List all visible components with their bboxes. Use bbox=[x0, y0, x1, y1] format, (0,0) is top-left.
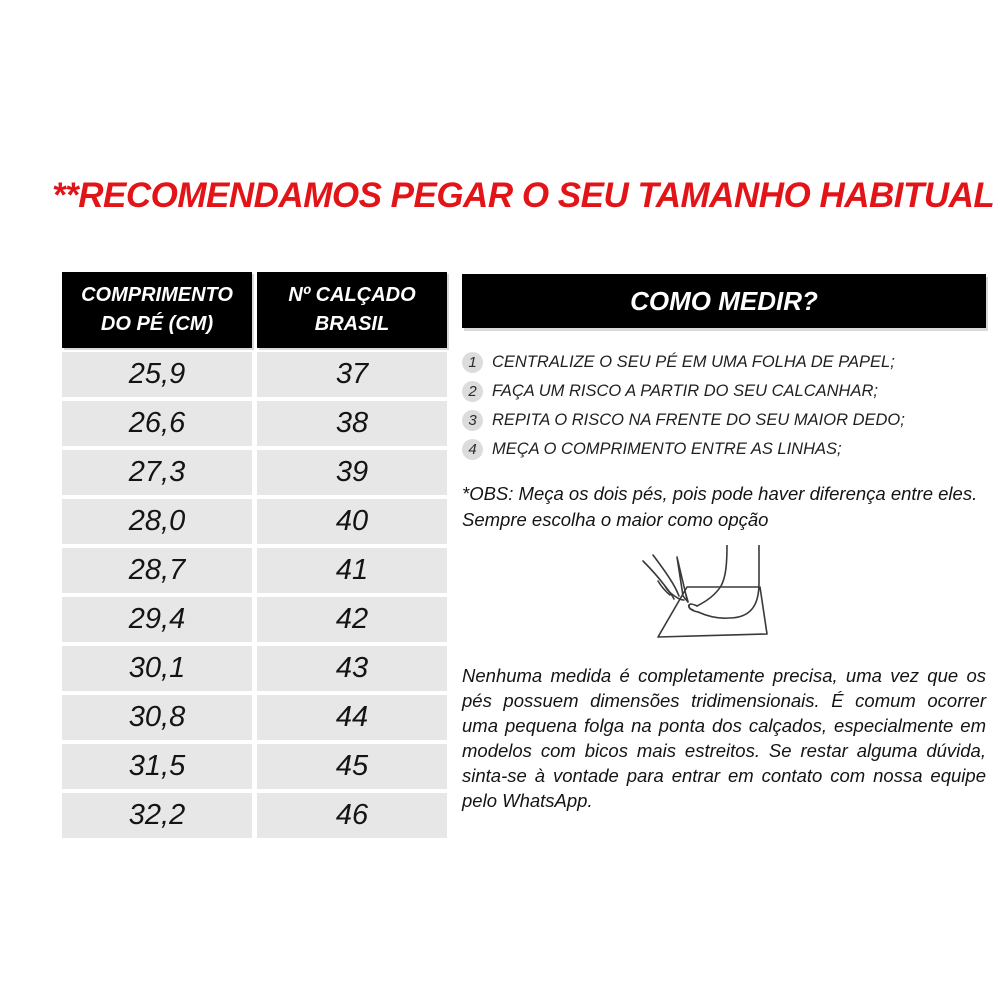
step-item bbox=[462, 435, 986, 464]
cell-foot-length: 26,6 bbox=[62, 401, 252, 446]
col-header-shoe-size-line2: BRASIL bbox=[314, 313, 390, 335]
table-row bbox=[62, 597, 447, 642]
table-row bbox=[62, 793, 447, 838]
cell-shoe-size: 45 bbox=[257, 744, 447, 789]
cell-foot-length: 31,5 bbox=[62, 744, 252, 789]
size-table bbox=[57, 268, 452, 842]
cell-shoe-size: 44 bbox=[257, 695, 447, 740]
table-row bbox=[62, 450, 447, 495]
col-header-shoe-size bbox=[257, 272, 447, 348]
table-row bbox=[62, 744, 447, 789]
cell-shoe-size: 40 bbox=[257, 499, 447, 544]
how-to-measure-title: COMO MEDIR? bbox=[462, 274, 986, 328]
foot-measuring-illustration bbox=[613, 545, 835, 655]
cell-foot-length: 30,8 bbox=[62, 695, 252, 740]
table-row bbox=[62, 646, 447, 691]
step-number-badge: 3 bbox=[462, 410, 483, 431]
how-to-measure-panel bbox=[462, 274, 986, 813]
cell-foot-length: 28,7 bbox=[62, 548, 252, 593]
cell-foot-length: 32,2 bbox=[62, 793, 252, 838]
cell-foot-length: 25,9 bbox=[62, 352, 252, 397]
cell-shoe-size: 41 bbox=[257, 548, 447, 593]
cell-shoe-size: 46 bbox=[257, 793, 447, 838]
cell-shoe-size: 42 bbox=[257, 597, 447, 642]
step-item bbox=[462, 348, 986, 377]
size-table-body bbox=[62, 352, 447, 838]
step-text: REPITA O RISCO NA FRENTE DO SEU MAIOR DEDO; bbox=[492, 411, 905, 429]
cell-shoe-size: 38 bbox=[257, 401, 447, 446]
step-text: FAÇA UM RISCO A PARTIR DO SEU CALCANHAR; bbox=[492, 382, 878, 400]
cell-shoe-size: 37 bbox=[257, 352, 447, 397]
measuring-steps bbox=[462, 348, 986, 464]
step-item bbox=[462, 406, 986, 435]
disclaimer-paragraph: Nenhuma medida é completamente precisa, uma vez que os pés possuem dimensões tridimensionais. É comum ocorrer uma pequena folga na ponta dos calçados, especialmente em modelos com bicos mais estreitos. Se restar alguma dúvida, sinta-se à vontade para entrar em contato com nossa equipe pelo WhatsApp. bbox=[462, 665, 986, 811]
cell-foot-length: 30,1 bbox=[62, 646, 252, 691]
step-text: CENTRALIZE O SEU PÉ EM UMA FOLHA DE PAPEL; bbox=[492, 353, 895, 371]
col-header-foot-length bbox=[62, 272, 252, 348]
col-header-foot-length-line2: DO PÉ (CM) bbox=[100, 313, 214, 335]
step-item bbox=[462, 377, 986, 406]
table-row bbox=[62, 548, 447, 593]
cell-shoe-size: 43 bbox=[257, 646, 447, 691]
col-header-foot-length-line1: COMPRIMENTO bbox=[81, 284, 233, 306]
cell-foot-length: 29,4 bbox=[62, 597, 252, 642]
cell-foot-length: 27,3 bbox=[62, 450, 252, 495]
step-number-badge: 4 bbox=[462, 439, 483, 460]
table-row bbox=[62, 352, 447, 397]
cell-shoe-size: 39 bbox=[257, 450, 447, 495]
table-row bbox=[62, 499, 447, 544]
table-row bbox=[62, 695, 447, 740]
col-header-shoe-size-line1: Nº CALÇADO bbox=[288, 284, 416, 306]
cell-foot-length: 28,0 bbox=[62, 499, 252, 544]
page-title: **RECOMENDAMOS PEGAR O SEU TAMANHO HABITUAL bbox=[52, 176, 995, 215]
table-row bbox=[62, 401, 447, 446]
step-text: MEÇA O COMPRIMENTO ENTRE AS LINHAS; bbox=[492, 440, 842, 458]
step-number-badge: 1 bbox=[462, 352, 483, 373]
step-number-badge: 2 bbox=[462, 381, 483, 402]
size-table-header bbox=[62, 272, 447, 348]
obs-note: *OBS: Meça os dois pés, pois pode haver diferença entre eles. Sempre escolha o maior como opção bbox=[462, 483, 978, 530]
